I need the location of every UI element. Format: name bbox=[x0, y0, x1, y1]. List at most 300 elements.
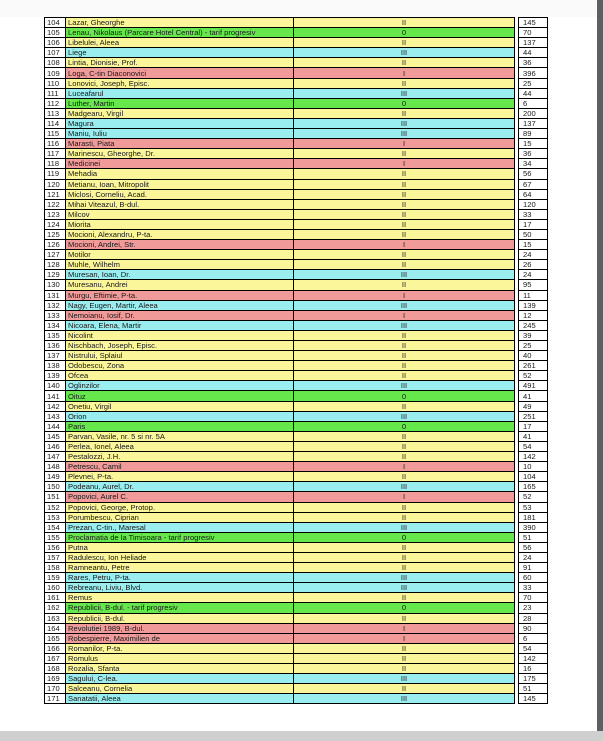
row-number-cell: 140 bbox=[45, 381, 66, 391]
category-cell: III bbox=[294, 300, 515, 310]
street-name-cell: Miorita bbox=[66, 219, 294, 229]
value-cell: 52 bbox=[519, 371, 548, 381]
category-cell: II bbox=[294, 149, 515, 159]
value-cell: 28 bbox=[519, 613, 548, 623]
value-cell: 175 bbox=[519, 674, 548, 684]
value-cell: 24 bbox=[519, 270, 548, 280]
value-cell: 120 bbox=[519, 199, 548, 209]
value-cell: 49 bbox=[519, 401, 548, 411]
category-cell: II bbox=[294, 219, 515, 229]
row-number-cell: 142 bbox=[45, 401, 66, 411]
value-cell: 25 bbox=[519, 341, 548, 351]
table-row bbox=[45, 361, 548, 371]
row-number-cell: 143 bbox=[45, 411, 66, 421]
street-name-cell: Luther, Martin bbox=[66, 98, 294, 108]
row-number-cell: 139 bbox=[45, 371, 66, 381]
row-number-cell: 168 bbox=[45, 664, 66, 674]
category-cell: II bbox=[294, 18, 515, 28]
value-cell: 6 bbox=[519, 98, 548, 108]
value-cell: 17 bbox=[519, 219, 548, 229]
category-cell: III bbox=[294, 573, 515, 583]
row-number-cell: 120 bbox=[45, 179, 66, 189]
row-number-cell: 113 bbox=[45, 108, 66, 118]
value-cell: 70 bbox=[519, 593, 548, 603]
page-bottom-edge bbox=[0, 731, 603, 741]
row-number-cell: 171 bbox=[45, 694, 66, 704]
row-number-cell: 121 bbox=[45, 189, 66, 199]
table-row bbox=[45, 421, 548, 431]
row-number-cell: 115 bbox=[45, 129, 66, 139]
category-cell: II bbox=[294, 330, 515, 340]
row-number-cell: 135 bbox=[45, 330, 66, 340]
row-number-cell: 131 bbox=[45, 290, 66, 300]
row-number-cell: 141 bbox=[45, 391, 66, 401]
value-cell: 40 bbox=[519, 351, 548, 361]
street-name-cell: Muhle, Wilhelm bbox=[66, 260, 294, 270]
street-name-cell: Rares, Petru, P-ta. bbox=[66, 573, 294, 583]
row-number-cell: 111 bbox=[45, 88, 66, 98]
category-cell: II bbox=[294, 38, 515, 48]
category-cell: II bbox=[294, 280, 515, 290]
street-name-cell: Mihai Viteazul, B-dul. bbox=[66, 199, 294, 209]
row-number-cell: 162 bbox=[45, 603, 66, 613]
value-cell: 51 bbox=[519, 532, 548, 542]
value-cell: 137 bbox=[519, 38, 548, 48]
table-row bbox=[45, 290, 548, 300]
category-cell: II bbox=[294, 401, 515, 411]
street-name-cell: Maniu, Iuliu bbox=[66, 129, 294, 139]
table-row bbox=[45, 441, 548, 451]
category-cell: II bbox=[294, 653, 515, 663]
row-number-cell: 117 bbox=[45, 149, 66, 159]
street-name-cell: Republicii, B-dul. bbox=[66, 613, 294, 623]
parking-zones-table bbox=[44, 17, 548, 704]
table-row bbox=[45, 623, 548, 633]
category-cell: II bbox=[294, 169, 515, 179]
row-number-cell: 130 bbox=[45, 280, 66, 290]
category-cell: II bbox=[294, 542, 515, 552]
category-cell: II bbox=[294, 250, 515, 260]
category-cell: II bbox=[294, 452, 515, 462]
category-cell: II bbox=[294, 431, 515, 441]
row-number-cell: 165 bbox=[45, 633, 66, 643]
street-name-cell: Magura bbox=[66, 118, 294, 128]
category-cell: III bbox=[294, 48, 515, 58]
table-row bbox=[45, 38, 548, 48]
street-name-cell: Nemoianu, Iosif, Dr. bbox=[66, 310, 294, 320]
value-cell: 34 bbox=[519, 159, 548, 169]
table-row bbox=[45, 462, 548, 472]
street-name-cell: Oituz bbox=[66, 391, 294, 401]
row-number-cell: 159 bbox=[45, 573, 66, 583]
table-row bbox=[45, 694, 548, 704]
table-row bbox=[45, 118, 548, 128]
table-row bbox=[45, 320, 548, 330]
row-number-cell: 144 bbox=[45, 421, 66, 431]
street-name-cell: Podeanu, Aurel, Dr. bbox=[66, 482, 294, 492]
category-cell: II bbox=[294, 58, 515, 68]
value-cell: 165 bbox=[519, 482, 548, 492]
table-row bbox=[45, 270, 548, 280]
table-row bbox=[45, 563, 548, 573]
row-number-cell: 109 bbox=[45, 68, 66, 78]
category-cell: II bbox=[294, 371, 515, 381]
value-cell: 139 bbox=[519, 300, 548, 310]
row-number-cell: 137 bbox=[45, 351, 66, 361]
value-cell: 33 bbox=[519, 209, 548, 219]
value-cell: 396 bbox=[519, 68, 548, 78]
street-name-cell: Loga, C-tin Diaconovici bbox=[66, 68, 294, 78]
street-name-cell: Sagului, C-lea. bbox=[66, 674, 294, 684]
street-name-cell: Prezan, C-tin., Maresal bbox=[66, 522, 294, 532]
row-number-cell: 110 bbox=[45, 78, 66, 88]
value-cell: 54 bbox=[519, 643, 548, 653]
category-cell: II bbox=[294, 189, 515, 199]
street-name-cell: Mehadia bbox=[66, 169, 294, 179]
street-name-cell: Romanilor, P-ta. bbox=[66, 643, 294, 653]
value-cell: 15 bbox=[519, 139, 548, 149]
category-cell: II bbox=[294, 108, 515, 118]
table-row bbox=[45, 502, 548, 512]
value-cell: 142 bbox=[519, 653, 548, 663]
category-cell: I bbox=[294, 159, 515, 169]
table-row bbox=[45, 512, 548, 522]
table-row bbox=[45, 108, 548, 118]
page-top-edge bbox=[0, 0, 603, 17]
value-cell: 89 bbox=[519, 129, 548, 139]
value-cell: 56 bbox=[519, 169, 548, 179]
table-row bbox=[45, 209, 548, 219]
table-row bbox=[45, 532, 548, 542]
row-number-cell: 132 bbox=[45, 300, 66, 310]
table-row bbox=[45, 199, 548, 209]
table-row bbox=[45, 593, 548, 603]
category-cell: 0 bbox=[294, 98, 515, 108]
category-cell: II bbox=[294, 209, 515, 219]
street-name-cell: Medicinei bbox=[66, 159, 294, 169]
street-name-cell: Nistrului, Splaiul bbox=[66, 351, 294, 361]
street-name-cell: Orion bbox=[66, 411, 294, 421]
street-name-cell: Rebreanu, Liviu, Blvd. bbox=[66, 583, 294, 593]
value-cell: 25 bbox=[519, 78, 548, 88]
category-cell: II bbox=[294, 684, 515, 694]
category-cell: 0 bbox=[294, 28, 515, 38]
table-row bbox=[45, 674, 548, 684]
street-name-cell: Proclamatia de la Timisoara - tarif progresiv bbox=[66, 532, 294, 542]
table-row bbox=[45, 18, 548, 28]
value-cell: 24 bbox=[519, 250, 548, 260]
row-number-cell: 105 bbox=[45, 28, 66, 38]
street-name-cell: Nicolint bbox=[66, 330, 294, 340]
value-cell: 12 bbox=[519, 310, 548, 320]
category-cell: III bbox=[294, 674, 515, 684]
row-number-cell: 134 bbox=[45, 320, 66, 330]
table-row bbox=[45, 401, 548, 411]
value-cell: 70 bbox=[519, 28, 548, 38]
category-cell: I bbox=[294, 462, 515, 472]
table-row bbox=[45, 684, 548, 694]
table-row bbox=[45, 603, 548, 613]
table-row bbox=[45, 341, 548, 351]
category-cell: 0 bbox=[294, 391, 515, 401]
row-number-cell: 157 bbox=[45, 552, 66, 562]
table-row bbox=[45, 240, 548, 250]
category-cell: II bbox=[294, 664, 515, 674]
street-name-cell: Parvan, Vasile, nr. 5 si nr. 5A bbox=[66, 431, 294, 441]
value-cell: 41 bbox=[519, 431, 548, 441]
row-number-cell: 150 bbox=[45, 482, 66, 492]
value-cell: 24 bbox=[519, 552, 548, 562]
street-name-cell: Libelulei, Aleea bbox=[66, 38, 294, 48]
street-name-cell: Popovici, Aurel C. bbox=[66, 492, 294, 502]
category-cell: I bbox=[294, 240, 515, 250]
category-cell: II bbox=[294, 179, 515, 189]
value-cell: 104 bbox=[519, 472, 548, 482]
value-cell: 95 bbox=[519, 280, 548, 290]
street-name-cell: Onetiu, Virgil bbox=[66, 401, 294, 411]
row-number-cell: 151 bbox=[45, 492, 66, 502]
street-name-cell: Rozalia, Sfanta bbox=[66, 664, 294, 674]
row-number-cell: 169 bbox=[45, 674, 66, 684]
table-row bbox=[45, 280, 548, 290]
table-row bbox=[45, 542, 548, 552]
category-cell: I bbox=[294, 290, 515, 300]
category-cell: III bbox=[294, 411, 515, 421]
category-cell: II bbox=[294, 78, 515, 88]
street-name-cell: Sanatatii, Aleea bbox=[66, 694, 294, 704]
table-row bbox=[45, 189, 548, 199]
street-name-cell: Republicii, B-dul. - tarif progresiv bbox=[66, 603, 294, 613]
street-name-cell: Robespierre, Maximilien de bbox=[66, 633, 294, 643]
value-cell: 33 bbox=[519, 583, 548, 593]
street-name-cell: Nagy, Eugen, Martir, Aleea bbox=[66, 300, 294, 310]
value-cell: 142 bbox=[519, 452, 548, 462]
street-name-cell: Lenau, Nikolaus (Parcare Hotel Central) - tarif progresiv bbox=[66, 28, 294, 38]
category-cell: I bbox=[294, 492, 515, 502]
row-number-cell: 107 bbox=[45, 48, 66, 58]
street-name-cell: Marasti, Piata bbox=[66, 139, 294, 149]
table-row bbox=[45, 219, 548, 229]
value-cell: 6 bbox=[519, 633, 548, 643]
street-name-cell: Metianu, Ioan, Mitropolit bbox=[66, 179, 294, 189]
value-cell: 251 bbox=[519, 411, 548, 421]
street-name-cell: Porumbescu, Ciprian bbox=[66, 512, 294, 522]
row-number-cell: 147 bbox=[45, 452, 66, 462]
street-name-cell: Muresan, Ioan, Dr. bbox=[66, 270, 294, 280]
value-cell: 50 bbox=[519, 229, 548, 239]
street-name-cell: Motilor bbox=[66, 250, 294, 260]
table-row bbox=[45, 260, 548, 270]
table-row bbox=[45, 482, 548, 492]
value-cell: 44 bbox=[519, 88, 548, 98]
row-number-cell: 108 bbox=[45, 58, 66, 68]
table-row bbox=[45, 330, 548, 340]
row-number-cell: 123 bbox=[45, 209, 66, 219]
row-number-cell: 125 bbox=[45, 229, 66, 239]
row-number-cell: 136 bbox=[45, 341, 66, 351]
street-name-cell: Lazar, Gheorghe bbox=[66, 18, 294, 28]
value-cell: 26 bbox=[519, 260, 548, 270]
table-row bbox=[45, 522, 548, 532]
value-cell: 10 bbox=[519, 462, 548, 472]
value-cell: 60 bbox=[519, 573, 548, 583]
table-row bbox=[45, 28, 548, 38]
row-number-cell: 126 bbox=[45, 240, 66, 250]
table-row bbox=[45, 139, 548, 149]
category-cell: 0 bbox=[294, 603, 515, 613]
street-name-cell: Putna bbox=[66, 542, 294, 552]
category-cell: III bbox=[294, 88, 515, 98]
category-cell: III bbox=[294, 129, 515, 139]
row-number-cell: 158 bbox=[45, 563, 66, 573]
row-number-cell: 145 bbox=[45, 431, 66, 441]
table-row bbox=[45, 48, 548, 58]
table-row bbox=[45, 310, 548, 320]
row-number-cell: 106 bbox=[45, 38, 66, 48]
table-row bbox=[45, 300, 548, 310]
table-row bbox=[45, 411, 548, 421]
value-cell: 23 bbox=[519, 603, 548, 613]
table-row bbox=[45, 68, 548, 78]
value-cell: 54 bbox=[519, 441, 548, 451]
value-cell: 52 bbox=[519, 492, 548, 502]
viewer-scrollbar-edge bbox=[597, 0, 603, 741]
category-cell: III bbox=[294, 522, 515, 532]
value-cell: 245 bbox=[519, 320, 548, 330]
value-cell: 36 bbox=[519, 58, 548, 68]
category-cell: II bbox=[294, 361, 515, 371]
category-cell: I bbox=[294, 139, 515, 149]
value-cell: 16 bbox=[519, 664, 548, 674]
table-row bbox=[45, 88, 548, 98]
category-cell: II bbox=[294, 593, 515, 603]
category-cell: II bbox=[294, 199, 515, 209]
category-cell: II bbox=[294, 441, 515, 451]
street-name-cell: Paris bbox=[66, 421, 294, 431]
table-row bbox=[45, 583, 548, 593]
street-name-cell: Lonovici, Joseph, Episc. bbox=[66, 78, 294, 88]
street-name-cell: Radulescu, Ion Heliade bbox=[66, 552, 294, 562]
category-cell: II bbox=[294, 351, 515, 361]
value-cell: 145 bbox=[519, 694, 548, 704]
table-row bbox=[45, 351, 548, 361]
value-cell: 53 bbox=[519, 502, 548, 512]
value-cell: 39 bbox=[519, 330, 548, 340]
category-cell: III bbox=[294, 118, 515, 128]
category-cell: III bbox=[294, 482, 515, 492]
table-row bbox=[45, 452, 548, 462]
category-cell: III bbox=[294, 270, 515, 280]
row-number-cell: 146 bbox=[45, 441, 66, 451]
category-cell: 0 bbox=[294, 421, 515, 431]
row-number-cell: 118 bbox=[45, 159, 66, 169]
value-cell: 390 bbox=[519, 522, 548, 532]
value-cell: 200 bbox=[519, 108, 548, 118]
value-cell: 15 bbox=[519, 240, 548, 250]
category-cell: I bbox=[294, 68, 515, 78]
table-row bbox=[45, 472, 548, 482]
table-row bbox=[45, 664, 548, 674]
row-number-cell: 104 bbox=[45, 18, 66, 28]
table-row bbox=[45, 98, 548, 108]
table-row bbox=[45, 78, 548, 88]
category-cell: I bbox=[294, 310, 515, 320]
street-name-cell: Salceanu, Cornelia bbox=[66, 684, 294, 694]
row-number-cell: 160 bbox=[45, 583, 66, 593]
street-name-cell: Romulus bbox=[66, 653, 294, 663]
value-cell: 261 bbox=[519, 361, 548, 371]
table-row bbox=[45, 633, 548, 643]
row-number-cell: 119 bbox=[45, 169, 66, 179]
value-cell: 64 bbox=[519, 189, 548, 199]
table-row bbox=[45, 129, 548, 139]
category-cell: II bbox=[294, 502, 515, 512]
street-name-cell: Petrescu, Camil bbox=[66, 462, 294, 472]
street-name-cell: Plevnei, P-ta. bbox=[66, 472, 294, 482]
table-row bbox=[45, 229, 548, 239]
street-name-cell: Pestalozzi, J.H. bbox=[66, 452, 294, 462]
street-name-cell: Miclosi, Corneliu, Acad. bbox=[66, 189, 294, 199]
street-name-cell: Revolutiei 1989, B-dul. bbox=[66, 623, 294, 633]
row-number-cell: 154 bbox=[45, 522, 66, 532]
table-row bbox=[45, 431, 548, 441]
table-row bbox=[45, 492, 548, 502]
street-name-cell: Odobescu, Zona bbox=[66, 361, 294, 371]
value-cell: 491 bbox=[519, 381, 548, 391]
category-cell: III bbox=[294, 583, 515, 593]
row-number-cell: 138 bbox=[45, 361, 66, 371]
value-cell: 44 bbox=[519, 48, 548, 58]
row-number-cell: 166 bbox=[45, 643, 66, 653]
value-cell: 90 bbox=[519, 623, 548, 633]
row-number-cell: 112 bbox=[45, 98, 66, 108]
row-number-cell: 170 bbox=[45, 684, 66, 694]
row-number-cell: 148 bbox=[45, 462, 66, 472]
street-name-cell: Ramneantu, Petre bbox=[66, 563, 294, 573]
table-row bbox=[45, 643, 548, 653]
value-cell: 145 bbox=[519, 18, 548, 28]
table-row bbox=[45, 179, 548, 189]
table-row bbox=[45, 58, 548, 68]
value-cell: 67 bbox=[519, 179, 548, 189]
table-row bbox=[45, 552, 548, 562]
row-number-cell: 116 bbox=[45, 139, 66, 149]
category-cell: II bbox=[294, 341, 515, 351]
street-name-cell: Mocioni, Andrei, Str. bbox=[66, 240, 294, 250]
row-number-cell: 124 bbox=[45, 219, 66, 229]
category-cell: II bbox=[294, 643, 515, 653]
row-number-cell: 155 bbox=[45, 532, 66, 542]
value-cell: 51 bbox=[519, 684, 548, 694]
category-cell: III bbox=[294, 320, 515, 330]
table-row bbox=[45, 169, 548, 179]
value-cell: 137 bbox=[519, 118, 548, 128]
street-name-cell: Murgu, Eftimie, P-ta. bbox=[66, 290, 294, 300]
street-name-cell: Madgearu, Virgil bbox=[66, 108, 294, 118]
row-number-cell: 164 bbox=[45, 623, 66, 633]
value-cell: 41 bbox=[519, 391, 548, 401]
street-name-cell: Oglinzilor bbox=[66, 381, 294, 391]
street-name-cell: Nischbach, Joseph, Episc. bbox=[66, 341, 294, 351]
value-cell: 91 bbox=[519, 563, 548, 573]
row-number-cell: 122 bbox=[45, 199, 66, 209]
street-name-cell: Perlea, Ionel, Aleea bbox=[66, 441, 294, 451]
category-cell: I bbox=[294, 633, 515, 643]
table-row bbox=[45, 149, 548, 159]
street-name-cell: Popovici, George, Protop. bbox=[66, 502, 294, 512]
row-number-cell: 153 bbox=[45, 512, 66, 522]
value-cell: 17 bbox=[519, 421, 548, 431]
